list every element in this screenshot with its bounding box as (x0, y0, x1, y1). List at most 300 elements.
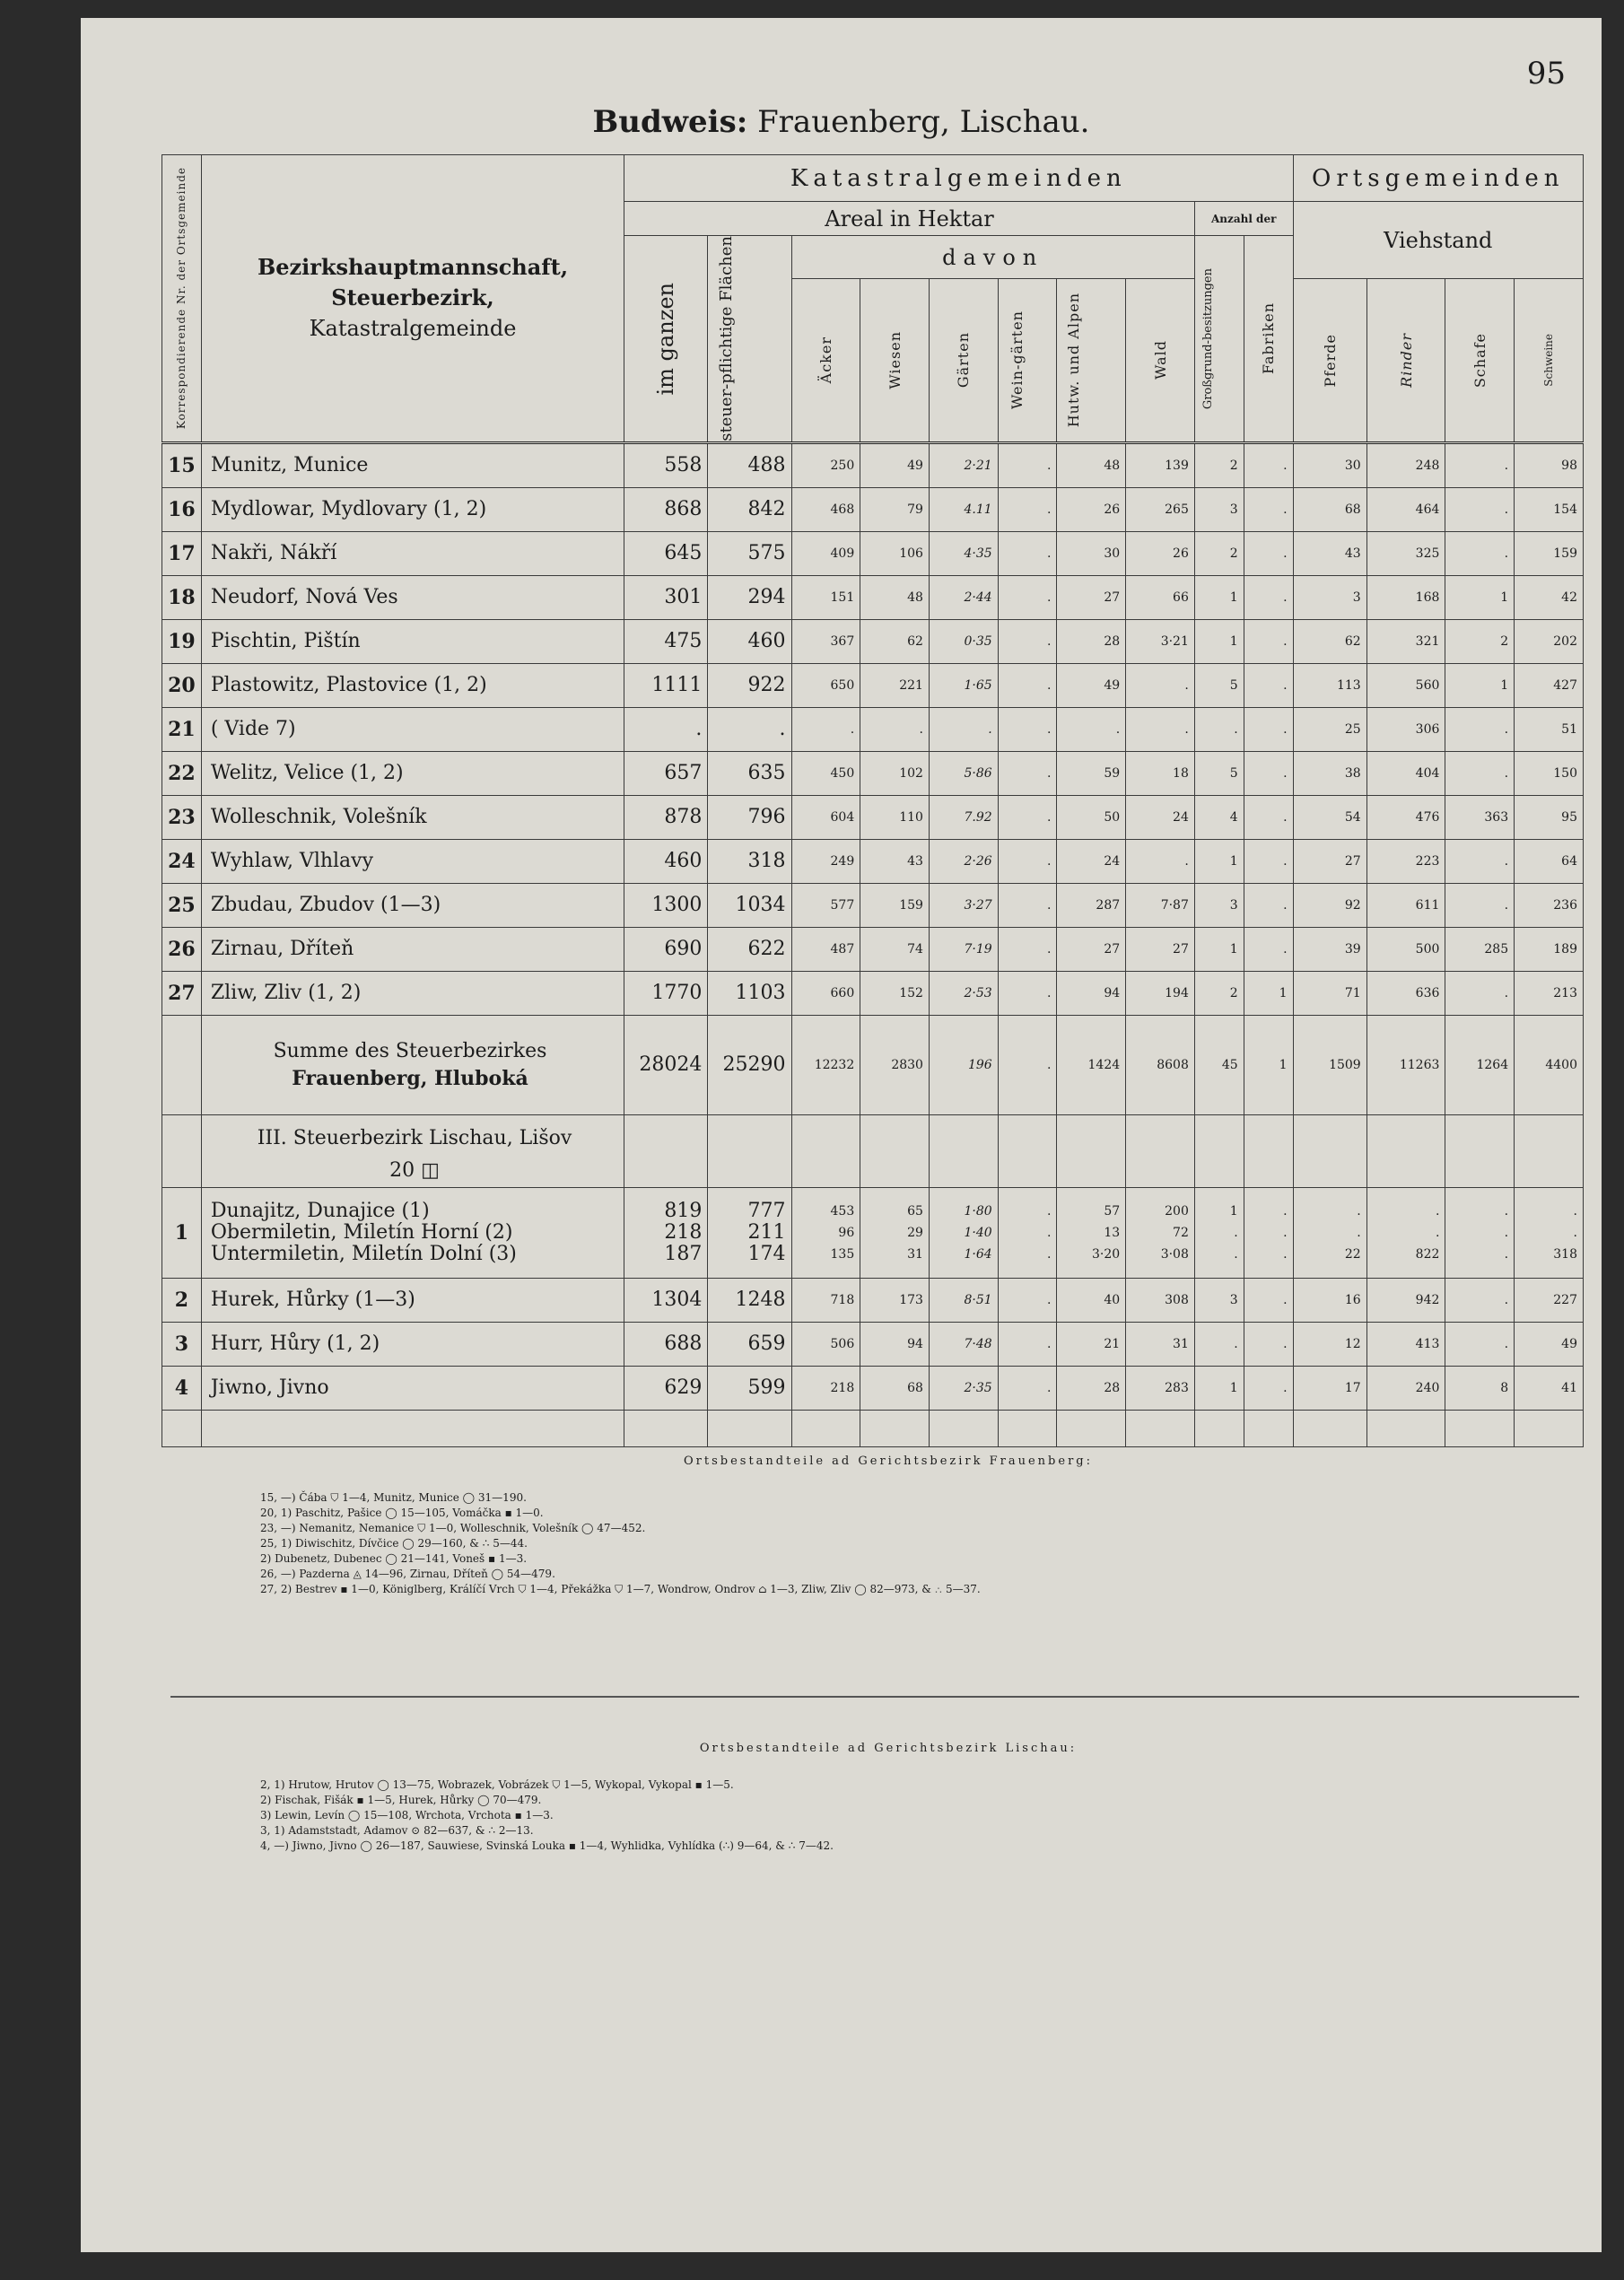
cell-schafe: . (1445, 707, 1515, 751)
group-cell-wein (998, 1187, 1057, 1278)
cell-acker: 468 (791, 487, 860, 531)
cell-pferde: 16 (1293, 1278, 1366, 1322)
sum-wald: 8608 (1126, 1015, 1195, 1114)
cell-fab: . (1244, 663, 1293, 707)
cell-pferde: 43 (1293, 531, 1366, 575)
cell-pferde: 12 (1293, 1322, 1366, 1366)
group-line: 1·64 (964, 1246, 992, 1262)
cell-rinder: 240 (1366, 1366, 1445, 1410)
cell-wiesen: . (860, 707, 930, 751)
cell-st: 922 (708, 663, 791, 707)
cell-wald: 26 (1126, 531, 1195, 575)
spacer-cell (1515, 1410, 1584, 1446)
cell-name: Nakři, Nákří (201, 531, 624, 575)
spacer-cell (1194, 1410, 1244, 1446)
group-line: . (1234, 1246, 1238, 1262)
cell-nr (162, 1015, 202, 1114)
cell-wiesen: 221 (860, 663, 930, 707)
spacer-cell (1244, 1410, 1293, 1446)
section-row (162, 1114, 1584, 1187)
group-line: 174 (747, 1242, 786, 1265)
section-cell (1057, 1114, 1126, 1187)
cell-name: Hurek, Hůrky (1—3) (201, 1278, 624, 1322)
cell-rinder: 611 (1366, 883, 1445, 927)
header-schweine: Schweine (1515, 279, 1584, 443)
sum-ganz: 28024 (624, 1015, 708, 1114)
footnote-line: 15, —) Čába ⛉ 1—4, Munitz, Munice ◯ 31—190. (260, 1491, 527, 1504)
header-steuer: steuer-pflichtige Flächen (708, 236, 791, 443)
header-orts: Ortsgemeinden (1293, 155, 1583, 202)
cell-name: Wyhlaw, Vlhlavy (201, 839, 624, 883)
group-row (162, 1187, 1584, 1278)
cell-ganz: 1770 (624, 971, 708, 1015)
group-line: 1 (1229, 1203, 1238, 1219)
group-line: . (1573, 1203, 1577, 1219)
cell-wiesen: 74 (860, 927, 930, 971)
cell-acker: 409 (791, 531, 860, 575)
cell-gross: 1 (1194, 1366, 1244, 1410)
cell-schweine: 159 (1515, 531, 1584, 575)
section-cell (624, 1114, 708, 1187)
cell-nr: 18 (162, 575, 202, 619)
group-line: . (1046, 1203, 1052, 1219)
table-row (162, 1278, 1584, 1322)
group-line: . (1283, 1246, 1288, 1262)
sum-wein: . (998, 1015, 1057, 1114)
cell-name: Wolleschnik, Volešník (201, 795, 624, 839)
table-row (162, 442, 1584, 487)
group-line: 777 (747, 1199, 786, 1222)
cell-schafe: . (1445, 839, 1515, 883)
cell-name: Neudorf, Nová Ves (201, 575, 624, 619)
group-line: 187 (664, 1242, 703, 1265)
cell-acker: 487 (791, 927, 860, 971)
cell-gross: 5 (1194, 663, 1244, 707)
cell-fab: . (1244, 883, 1293, 927)
table-row (162, 883, 1584, 927)
group-cell-pferde (1293, 1187, 1366, 1278)
group-line: 22 (1344, 1246, 1361, 1262)
cell-schafe: . (1445, 1278, 1515, 1322)
cell-rinder: 325 (1366, 531, 1445, 575)
sum-gaerten: 196 (929, 1015, 998, 1114)
section-title (201, 1114, 624, 1187)
section-cell (1515, 1114, 1584, 1187)
cell-name: Zliw, Zliv (1, 2) (201, 971, 624, 1015)
cell-gross: 1 (1194, 839, 1244, 883)
header-bezirk: Bezirkshauptmannschaft, Steuerbezirk, Katastralgemeinde (201, 155, 624, 443)
header-weingaerten: Wein-gärten (998, 279, 1057, 443)
cell-rinder: 168 (1366, 575, 1445, 619)
cell-hutw: 26 (1057, 487, 1126, 531)
cell-pferde: 17 (1293, 1366, 1366, 1410)
cell-wein: . (998, 619, 1057, 663)
sum-rinder: 11263 (1366, 1015, 1445, 1114)
cell-st: 575 (708, 531, 791, 575)
cell-acker: 249 (791, 839, 860, 883)
group-line: . (1435, 1203, 1440, 1219)
cell-wald: 24 (1126, 795, 1195, 839)
footnote-line: 20, 1) Paschitz, Pašice ◯ 15—105, Vomáčka ▪ 1—0. (260, 1507, 544, 1519)
group-line: . (1504, 1225, 1509, 1240)
cell-gross: 2 (1194, 531, 1244, 575)
cell-nr: 16 (162, 487, 202, 531)
cell-rinder: 321 (1366, 619, 1445, 663)
divider (170, 1696, 1579, 1698)
header-davon: davon (791, 236, 1194, 279)
table-row (162, 795, 1584, 839)
group-cell-hutw (1057, 1187, 1126, 1278)
group-line: 31 (907, 1246, 923, 1262)
cell-st: 1034 (708, 883, 791, 927)
cell-ganz: 690 (624, 927, 708, 971)
cell-st: 488 (708, 442, 791, 487)
group-cell-rinder (1366, 1187, 1445, 1278)
group-line: . (1573, 1225, 1577, 1240)
sum-label (201, 1015, 624, 1114)
spacer-cell (624, 1410, 708, 1446)
cell-rinder: 500 (1366, 927, 1445, 971)
cell-acker: . (791, 707, 860, 751)
cell-ganz: 657 (624, 751, 708, 795)
table-row (162, 927, 1584, 971)
cell-name: Welitz, Velice (1, 2) (201, 751, 624, 795)
cell-gross: 3 (1194, 883, 1244, 927)
group-line: 135 (830, 1246, 855, 1262)
cell-fab: . (1244, 751, 1293, 795)
cell-wiesen: 48 (860, 575, 930, 619)
cell-gaerten: 8·51 (929, 1278, 998, 1322)
cell-fab: . (1244, 442, 1293, 487)
cell-wald: 31 (1126, 1322, 1195, 1366)
cell-pferde: 113 (1293, 663, 1366, 707)
table-row (162, 1322, 1584, 1366)
cell-st: 599 (708, 1366, 791, 1410)
cell-wein: . (998, 883, 1057, 927)
cell-ganz: 475 (624, 619, 708, 663)
cell-wein: . (998, 442, 1057, 487)
cell-wein: . (998, 1322, 1057, 1366)
cell-acker: 660 (791, 971, 860, 1015)
cell-fab: . (1244, 795, 1293, 839)
footnote-line: 2, 1) Hrutow, Hrutov ◯ 13—75, Wobrazek, Vobrázek ⛉ 1—5, Wykopal, Vykopal ▪ 1—5. (260, 1778, 734, 1791)
cell-wein: . (998, 663, 1057, 707)
cell-st: 1103 (708, 971, 791, 1015)
group-line: 453 (830, 1203, 855, 1219)
cell-gaerten: 7·19 (929, 927, 998, 971)
group-line: . (1504, 1246, 1509, 1262)
group-cell-st (708, 1187, 791, 1278)
cell-gross: . (1194, 1322, 1244, 1366)
cell-ganz: 868 (624, 487, 708, 531)
sum-fab: 1 (1244, 1015, 1293, 1114)
cell-hutw: 24 (1057, 839, 1126, 883)
cell-ganz: 645 (624, 531, 708, 575)
cell-gross: 2 (1194, 971, 1244, 1015)
statistics-table (162, 154, 1584, 1447)
cell-schweine: 236 (1515, 883, 1584, 927)
cell-hutw: 59 (1057, 751, 1126, 795)
cell-wiesen: 106 (860, 531, 930, 575)
cell-schafe: . (1445, 531, 1515, 575)
group-line: . (1046, 1225, 1052, 1240)
cell-pferde: 68 (1293, 487, 1366, 531)
cell-nr: 17 (162, 531, 202, 575)
cell-hutw: 287 (1057, 883, 1126, 927)
header-hutw: Hutw. und Alpen (1057, 279, 1126, 443)
group-line: . (1504, 1203, 1509, 1219)
section-line2: 20 ◫ (389, 1158, 440, 1182)
table-row (162, 971, 1584, 1015)
cell-fab: . (1244, 1278, 1293, 1322)
cell-st: 635 (708, 751, 791, 795)
cell-wein: . (998, 927, 1057, 971)
header-gaerten: Gärten (929, 279, 998, 443)
table-row (162, 619, 1584, 663)
cell-gaerten: . (929, 707, 998, 751)
spacer-cell (791, 1410, 860, 1446)
cell-gross: 1 (1194, 619, 1244, 663)
page (81, 18, 1602, 2252)
cell-name: ( Vide 7) (201, 707, 624, 751)
sum-pferde: 1509 (1293, 1015, 1366, 1114)
cell-name: Pischtin, Pištín (201, 619, 624, 663)
cell-wein: . (998, 839, 1057, 883)
cell-wald: 283 (1126, 1366, 1195, 1410)
cell-ganz: 1111 (624, 663, 708, 707)
sum-st: 25290 (708, 1015, 791, 1114)
cell-pferde: 25 (1293, 707, 1366, 751)
cell-wein: . (998, 575, 1057, 619)
cell-schweine: 150 (1515, 751, 1584, 795)
cell-rinder: 248 (1366, 442, 1445, 487)
cell-wein: . (998, 707, 1057, 751)
section-cell (1126, 1114, 1195, 1187)
cell-nr: 20 (162, 663, 202, 707)
section-cell (1366, 1114, 1445, 1187)
section-cell (998, 1114, 1057, 1187)
title-rest: Frauenberg, Lischau. (747, 104, 1090, 140)
cell-name: Zbudau, Zbudov (1—3) (201, 883, 624, 927)
cell-wald: . (1126, 663, 1195, 707)
cell-schweine: 202 (1515, 619, 1584, 663)
cell-nr: 26 (162, 927, 202, 971)
cell-st: 318 (708, 839, 791, 883)
cell-ganz: 629 (624, 1366, 708, 1410)
cell-wein: . (998, 1278, 1057, 1322)
cell-fab: . (1244, 839, 1293, 883)
group-line: Untermiletin, Miletín Dolní (3) (210, 1242, 517, 1265)
footnote-heading: Ortsbestandteile ad Gerichtsbezirk Frauenberg: (684, 1454, 1093, 1468)
header-pferde: Pferde (1293, 279, 1366, 443)
spacer-cell (1366, 1410, 1445, 1446)
cell-fab: . (1244, 1366, 1293, 1410)
cell-schafe: . (1445, 971, 1515, 1015)
group-cell-wald (1126, 1187, 1195, 1278)
cell-schafe: . (1445, 487, 1515, 531)
cell-fab: . (1244, 575, 1293, 619)
section-cell (860, 1114, 930, 1187)
cell-gaerten: 5·86 (929, 751, 998, 795)
group-cell-fab (1244, 1187, 1293, 1278)
cell-ganz: 460 (624, 839, 708, 883)
cell-wiesen: 49 (860, 442, 930, 487)
cell-nr: 23 (162, 795, 202, 839)
table-body (162, 442, 1584, 1446)
cell-schweine: 41 (1515, 1366, 1584, 1410)
cell-wein: . (998, 795, 1057, 839)
cell-wald: 66 (1126, 575, 1195, 619)
section-cell (791, 1114, 860, 1187)
sum-line1: Summe des Steuerbezirkes (273, 1039, 547, 1062)
cell-hutw: 27 (1057, 927, 1126, 971)
section-line1: III. Steuerbezirk Lischau, Lišov (257, 1126, 572, 1149)
spacer-cell (201, 1410, 624, 1446)
cell-wiesen: 173 (860, 1278, 930, 1322)
cell-ganz: 558 (624, 442, 708, 487)
cell-pferde: 39 (1293, 927, 1366, 971)
cell-gaerten: 2·44 (929, 575, 998, 619)
cell-wein: . (998, 1366, 1057, 1410)
footnote-line: 2) Dubenetz, Dubenec ◯ 21—141, Voneš ▪ 1—3. (260, 1552, 528, 1565)
cell-hutw: 21 (1057, 1322, 1126, 1366)
cell-gross: 5 (1194, 751, 1244, 795)
sum-schweine: 4400 (1515, 1015, 1584, 1114)
group-line: 3·08 (1160, 1246, 1189, 1262)
cell-fab: . (1244, 619, 1293, 663)
cell-schweine: 154 (1515, 487, 1584, 531)
cell-fab: 1 (1244, 971, 1293, 1015)
cell-pferde: 92 (1293, 883, 1366, 927)
cell-wald: 27 (1126, 927, 1195, 971)
spacer-cell (162, 1410, 202, 1446)
cell-nr: 4 (162, 1366, 202, 1410)
cell-acker: 650 (791, 663, 860, 707)
group-cell-ganz (624, 1187, 708, 1278)
sum-acker: 12232 (791, 1015, 860, 1114)
spacer-cell (998, 1410, 1057, 1446)
group-cell-gross (1194, 1187, 1244, 1278)
spacer-cell (1293, 1410, 1366, 1446)
group-line: 72 (1173, 1225, 1189, 1240)
cell-nr: 24 (162, 839, 202, 883)
group-line: 29 (907, 1225, 923, 1240)
cell-gross: 3 (1194, 1278, 1244, 1322)
group-line: 211 (747, 1220, 786, 1244)
cell-acker: 450 (791, 751, 860, 795)
header-acker: Äcker (791, 279, 860, 443)
sum-line2: Frauenberg, Hluboká (292, 1066, 528, 1090)
cell-schweine: 427 (1515, 663, 1584, 707)
cell-nr: 3 (162, 1322, 202, 1366)
cell-hutw: 94 (1057, 971, 1126, 1015)
spacer-row (162, 1410, 1584, 1446)
table-row (162, 487, 1584, 531)
cell-gaerten: 2·53 (929, 971, 998, 1015)
group-line: 65 (907, 1203, 923, 1219)
footnote-line: 25, 1) Diwischitz, Dívčice ◯ 29—160, & ∴ 5—44. (260, 1537, 528, 1550)
cell-wald: 308 (1126, 1278, 1195, 1322)
cell-name: Plastowitz, Plastovice (1, 2) (201, 663, 624, 707)
cell-rinder: 942 (1366, 1278, 1445, 1322)
cell-gross: 2 (1194, 442, 1244, 487)
cell-gaerten: 1·65 (929, 663, 998, 707)
group-cell-name (201, 1187, 624, 1278)
table-row (162, 1366, 1584, 1410)
group-line: 200 (1165, 1203, 1189, 1219)
cell-acker: 604 (791, 795, 860, 839)
cell-acker: 718 (791, 1278, 860, 1322)
header-rinder: Rinder (1366, 279, 1445, 443)
cell-hutw: 28 (1057, 1366, 1126, 1410)
sum-wiesen: 2830 (860, 1015, 930, 1114)
footnote-line: 3, 1) Adamststadt, Adamov ⊙ 82—637, & ∴ 2—13. (260, 1824, 534, 1837)
cell-nr: 15 (162, 442, 202, 487)
cell-schafe: 1 (1445, 575, 1515, 619)
cell-wiesen: 152 (860, 971, 930, 1015)
cell-wiesen: 62 (860, 619, 930, 663)
cell-wald: . (1126, 707, 1195, 751)
cell-wiesen: 79 (860, 487, 930, 531)
cell-nr: 27 (162, 971, 202, 1015)
cell-rinder: 404 (1366, 751, 1445, 795)
cell-rinder: 476 (1366, 795, 1445, 839)
cell-st: 842 (708, 487, 791, 531)
cell-fab: . (1244, 707, 1293, 751)
cell-schweine: 213 (1515, 971, 1584, 1015)
title-bold: Budweis: (592, 104, 748, 140)
spacer-cell (1057, 1410, 1126, 1446)
cell-pferde: 3 (1293, 575, 1366, 619)
cell-st: 622 (708, 927, 791, 971)
cell-ganz: 1304 (624, 1278, 708, 1322)
cell-rinder: 636 (1366, 971, 1445, 1015)
cell-schafe: . (1445, 442, 1515, 487)
cell-pferde: 71 (1293, 971, 1366, 1015)
cell-wiesen: 110 (860, 795, 930, 839)
cell-acker: 506 (791, 1322, 860, 1366)
cell-gross: 1 (1194, 927, 1244, 971)
cell-st: 796 (708, 795, 791, 839)
footnote-line: 3) Lewin, Levín ◯ 15—108, Wrchota, Vrchota ▪ 1—3. (260, 1809, 554, 1821)
cell-pferde: 30 (1293, 442, 1366, 487)
group-cell-schafe (1445, 1187, 1515, 1278)
cell-schweine: 189 (1515, 927, 1584, 971)
group-line: 318 (1553, 1246, 1577, 1262)
cell-wein: . (998, 971, 1057, 1015)
cell-pferde: 38 (1293, 751, 1366, 795)
cell-gaerten: 7.92 (929, 795, 998, 839)
cell-fab: . (1244, 531, 1293, 575)
group-line: Obermiletin, Miletín Horní (2) (210, 1220, 513, 1244)
table-row (162, 663, 1584, 707)
group-line: Dunajitz, Dunajice (1) (210, 1199, 430, 1222)
group-line: . (1234, 1225, 1238, 1240)
cell-hutw: 40 (1057, 1278, 1126, 1322)
cell-nr: 25 (162, 883, 202, 927)
cell-hutw: 48 (1057, 442, 1126, 487)
cell-schafe: 1 (1445, 663, 1515, 707)
cell-gaerten: 2·26 (929, 839, 998, 883)
cell-hutw: 30 (1057, 531, 1126, 575)
header-korr: Korrespondierende Nr. der Ortsgemeinde (162, 155, 202, 443)
footnote-heading: Ortsbestandteile ad Gerichtsbezirk Lischau: (699, 1742, 1078, 1755)
table-row (162, 531, 1584, 575)
cell-pferde: 62 (1293, 619, 1366, 663)
cell-acker: 151 (791, 575, 860, 619)
cell-name: Mydlowar, Mydlovary (1, 2) (201, 487, 624, 531)
cell-nr: 19 (162, 619, 202, 663)
